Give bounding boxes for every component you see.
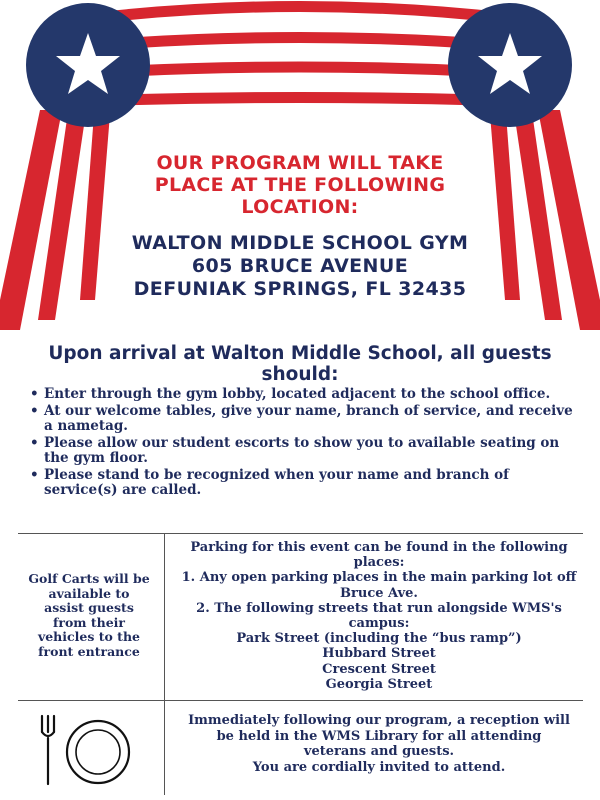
list-item: • Enter through the gym lobby, located adjacent to the school office.	[30, 387, 580, 403]
parking-info	[170, 540, 588, 692]
list-item: • Please stand to be recognized when your name and branch of service(s) are called.	[30, 468, 580, 499]
parking-line: Hubbard Street	[322, 646, 436, 662]
table-divider	[18, 533, 583, 534]
parking-line: 1. Any open parking places in the main parking lot off	[181, 570, 577, 586]
venue-address	[90, 232, 510, 301]
parking-line: Crescent Street	[322, 661, 436, 677]
swag-stripes	[95, 7, 505, 101]
heading-line: OUR PROGRAM WILL TAKE	[156, 152, 444, 174]
golf-line: front entrance	[38, 643, 140, 659]
parking-line: Parking for this event can be found in the following	[190, 540, 568, 555]
program-location-heading	[110, 152, 490, 218]
golf-carts-note	[25, 572, 153, 659]
reception-line: Immediately following our program, a reception will	[188, 713, 570, 728]
reception-info	[170, 713, 588, 775]
golf-line: Golf Carts will be	[28, 571, 150, 586]
heading-line: PLACE AT THE FOLLOWING	[154, 174, 446, 196]
star-badge-icon	[448, 3, 572, 127]
list-item: • At our welcome tables, give your name, branch of service, and receive a nametag.	[30, 404, 580, 435]
reception-line: You are cordially invited to attend.	[252, 759, 506, 775]
parking-line: Bruce Ave.	[340, 585, 418, 601]
address-line: WALTON MIDDLE SCHOOL GYM	[131, 232, 469, 254]
parking-line: places:	[353, 555, 405, 571]
golf-line: available to	[48, 585, 130, 601]
golf-line: assist guests	[44, 600, 134, 615]
address-line: DEFUNIAK SPRINGS, FL 32435	[133, 278, 467, 300]
list-item: • Please allow our student escorts to show you to available seating on the gym floor.	[30, 436, 580, 467]
golf-line: from their	[52, 614, 126, 630]
table-divider	[164, 533, 165, 795]
address-line: 605 BRUCE AVENUE	[191, 255, 409, 277]
arrival-heading: Upon arrival at Walton Middle School, all guests should:	[48, 343, 552, 385]
parking-line: Park Street (including the “bus ramp”)	[236, 631, 522, 647]
parking-line: campus:	[348, 616, 410, 632]
parking-line: Georgia Street	[325, 676, 433, 692]
reception-line: veterans and guests.	[303, 744, 455, 759]
arrival-steps-list	[30, 387, 580, 500]
reception-line: be held in the WMS Library for all attending	[216, 728, 542, 744]
heading-line: LOCATION:	[241, 196, 359, 218]
fork-plate-icon	[36, 712, 136, 788]
table-divider	[18, 700, 583, 701]
parking-line: 2. The following streets that run alongside WMS's	[196, 600, 562, 616]
golf-line: vehicles to the	[37, 629, 141, 644]
star-badge-icon	[26, 3, 150, 127]
